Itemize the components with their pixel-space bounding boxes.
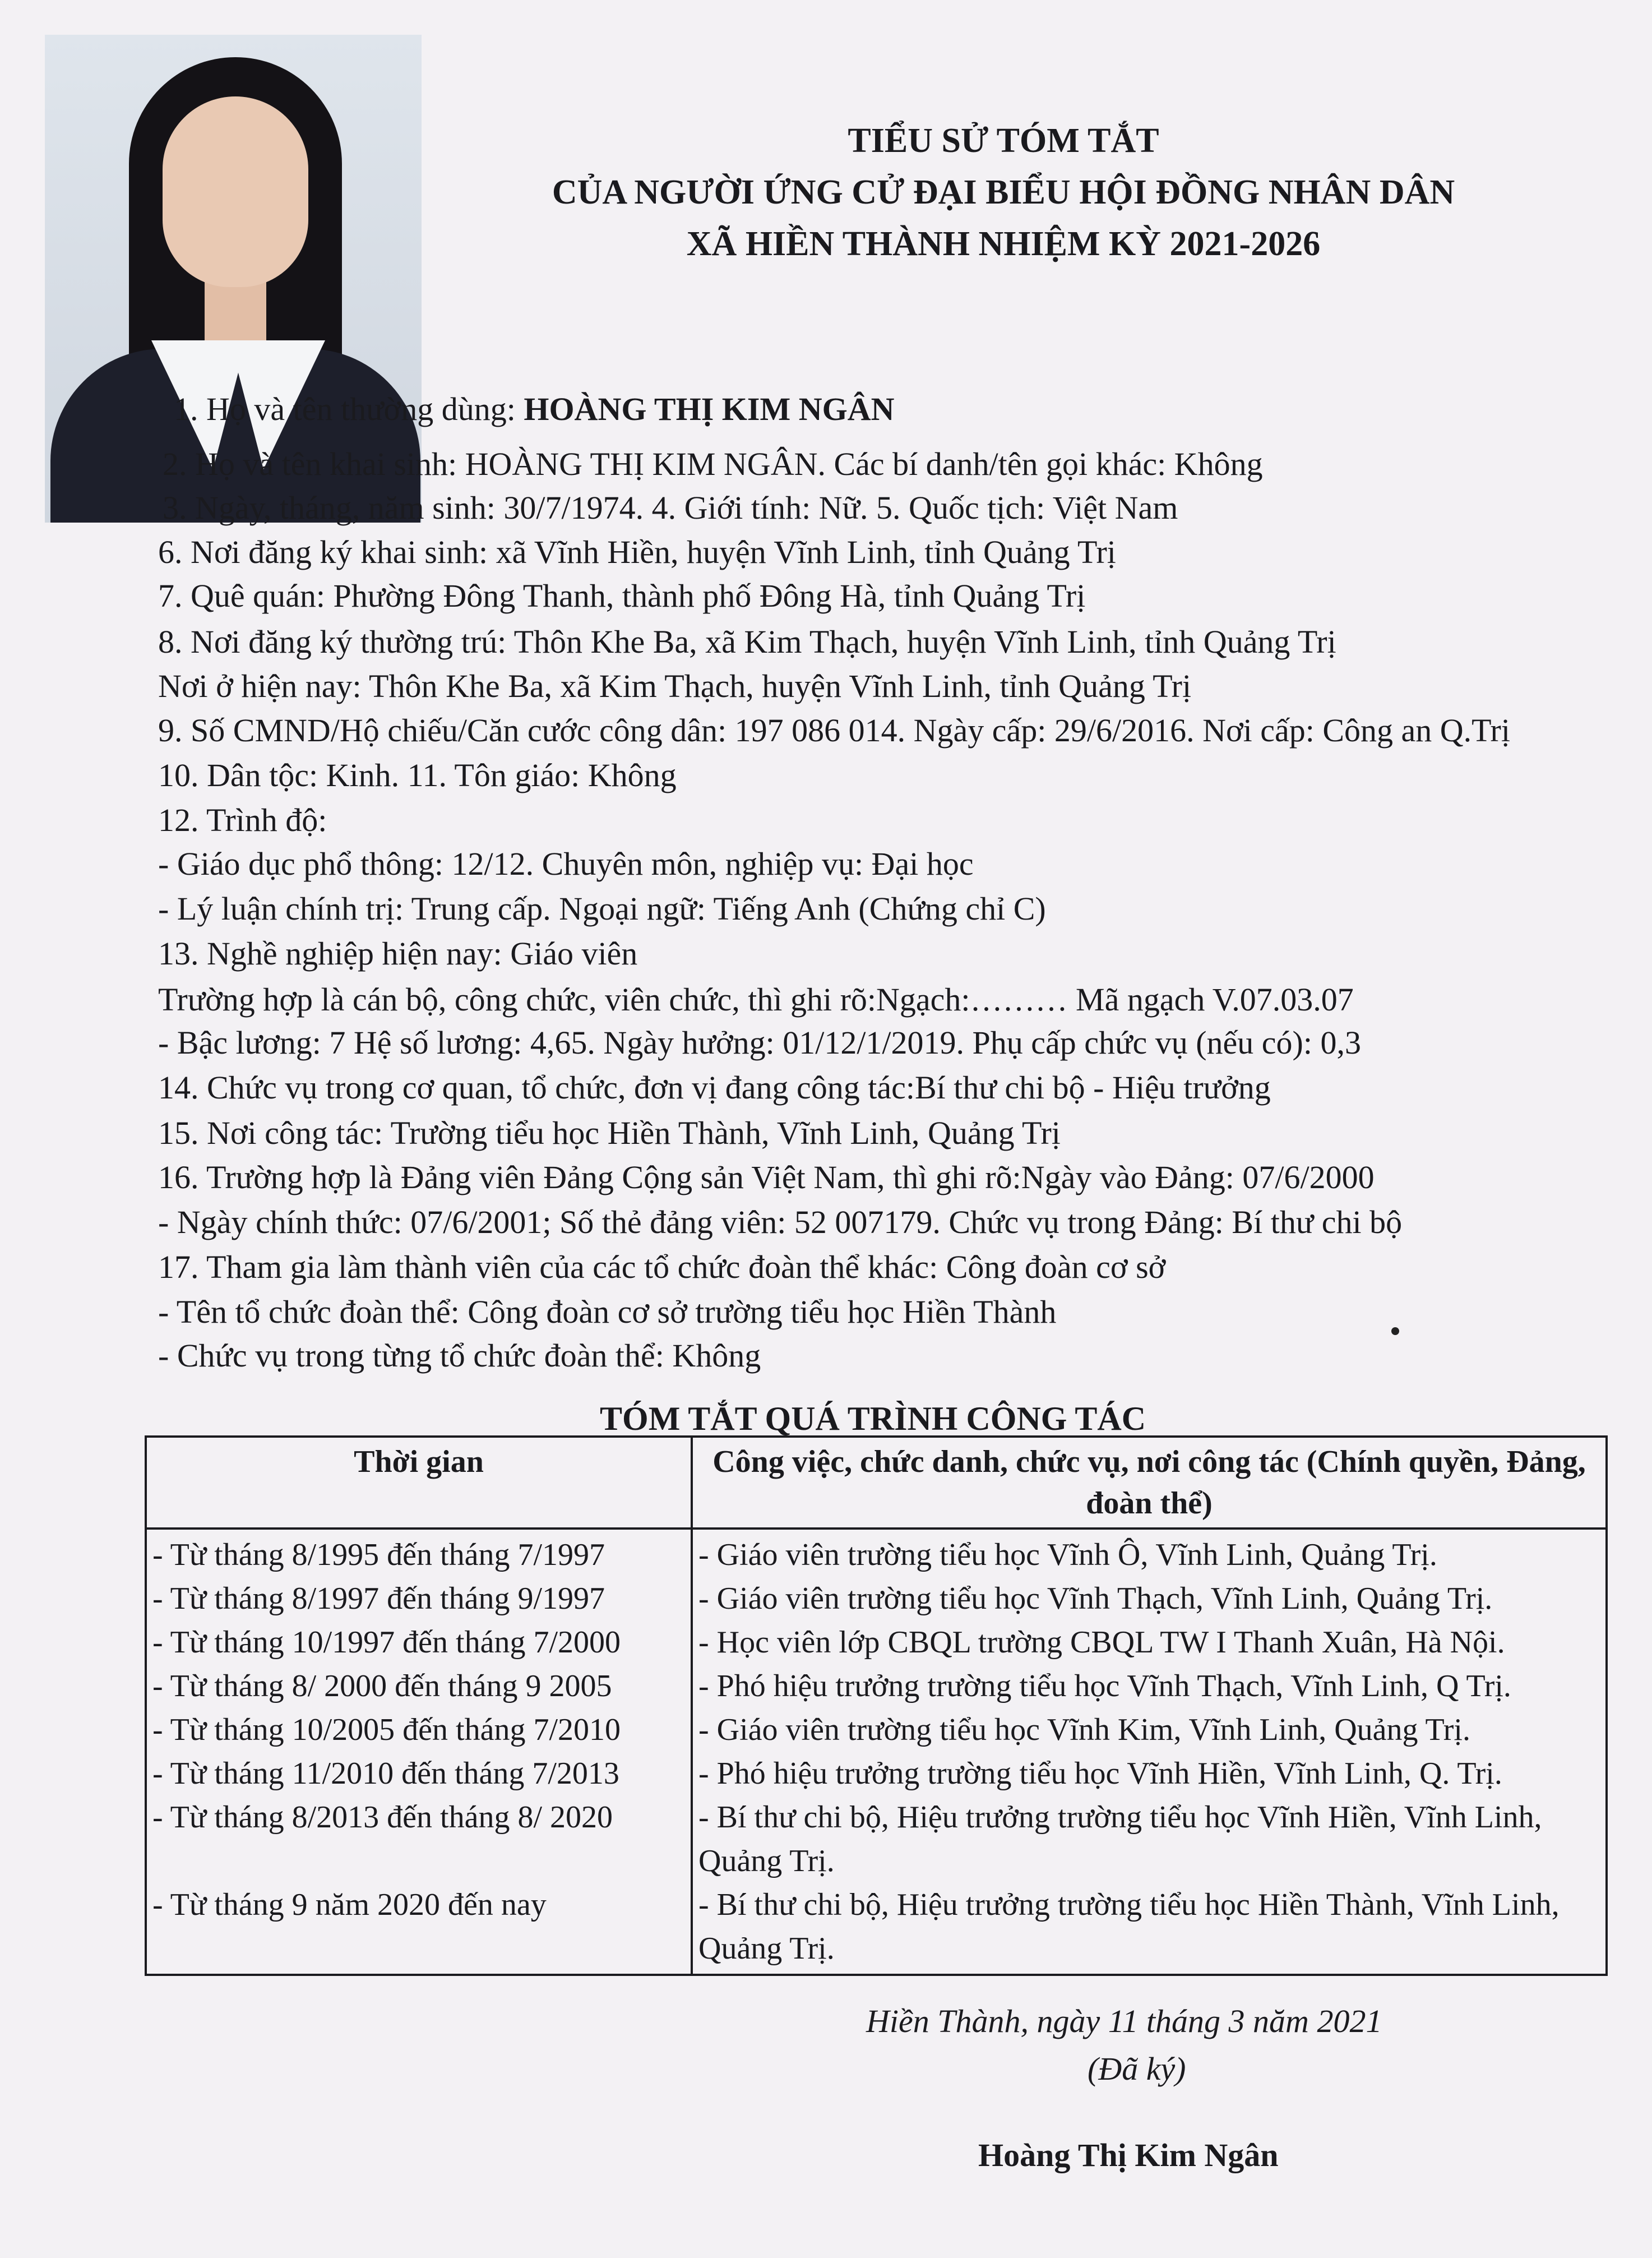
time-entry: - Từ tháng 8/1995 đến tháng 7/1997 [152, 1537, 605, 1572]
candidate-name: HOÀNG THỊ KIM NGÂN [524, 391, 895, 427]
ink-dot [1391, 1327, 1399, 1335]
item-16: 16. Trường hợp là Đảng viên Đảng Cộng sản Việt Nam, thì ghi rõ:Ngày vào Đảng: 07/6/2000 [158, 1159, 1375, 1195]
col-work-header: Công việc, chức danh, chức vụ, nơi công tác (Chính quyền, Đảng, đoàn thể) [692, 1437, 1607, 1529]
item-2: 2. Họ và tên khai sinh: HOÀNG THỊ KIM NGÂN. Các bí danh/tên gọi khác: Không [163, 446, 1263, 482]
time-entry: - Từ tháng 8/1997 đến tháng 9/1997 [152, 1581, 605, 1616]
work-entry: - Phó hiệu trưởng trường tiểu học Vĩnh Thạch, Vĩnh Linh, Q Trị. [698, 1669, 1511, 1703]
time-entry: - Từ tháng 8/2013 đến tháng 8/ 2020 [152, 1800, 613, 1835]
item-8-residence: Nơi ở hiện nay: Thôn Khe Ba, xã Kim Thạch, huyện Vĩnh Linh, tỉnh Quảng Trị [158, 668, 1192, 704]
item-10: 10. Dân tộc: Kinh. 11. Tôn giáo: Không [158, 757, 677, 793]
item-12: 12. Trình độ: [158, 802, 327, 838]
item-3: 3. Ngày, tháng, năm sinh: 30/7/1974. 4. Giới tính: Nữ. 5. Quốc tịch: Việt Nam [163, 490, 1178, 526]
item-1 [174, 388, 894, 431]
item-14: 14. Chức vụ trong cơ quan, tổ chức, đơn vị đang công tác:Bí thư chi bộ - Hiệu trưởng [158, 1069, 1271, 1106]
work-entry: - Giáo viên trường tiểu học Vĩnh Kim, Vĩnh Linh, Quảng Trị. [698, 1712, 1470, 1747]
work-cell [692, 1529, 1607, 1975]
document-title [426, 115, 1581, 270]
table-row [146, 1529, 1607, 1975]
item-12-politics: - Lý luận chính trị: Trung cấp. Ngoại ngữ: Tiếng Anh (Chứng chỉ C) [158, 890, 1046, 927]
item-7: 7. Quê quán: Phường Đông Thanh, thành phố Đông Hà, tỉnh Quảng Trị [158, 578, 1086, 614]
item-1-label: 1. Họ và tên thường dùng: [174, 391, 516, 427]
time-entry: - Từ tháng 11/2010 đến tháng 7/2013 [152, 1756, 619, 1791]
item-13-rank: Trường hợp là cán bộ, công chức, viên chức, thì ghi rõ:Ngạch:……… Mã ngạch V.07.03.07 [158, 981, 1354, 1018]
work-entry: - Bí thư chi bộ, Hiệu trưởng trường tiểu học Vĩnh Hiền, Vĩnh Linh, Quảng Trị. [698, 1800, 1542, 1878]
item-12-education: - Giáo dục phổ thông: 12/12. Chuyên môn, nghiệp vụ: Đại học [158, 846, 974, 882]
title-line-3: XÃ HIỀN THÀNH NHIỆM KỲ 2021-2026 [686, 225, 1321, 263]
item-17-position: - Chức vụ trong từng tổ chức đoàn thể: Không [158, 1337, 761, 1374]
place-date: Hiền Thành, ngày 11 tháng 3 năm 2021 [866, 2003, 1382, 2039]
table-header-row [146, 1437, 1607, 1529]
title-line-2: CỦA NGƯỜI ỨNG CỬ ĐẠI BIỂU HỘI ĐỒNG NHÂN DÂN [552, 173, 1455, 211]
title-line-1: TIỂU SỬ TÓM TẮT [848, 122, 1159, 160]
work-entry: - Học viên lớp CBQL trường CBQL TW I Thanh Xuân, Hà Nội. [698, 1625, 1505, 1660]
item-8: 8. Nơi đăng ký thường trú: Thôn Khe Ba, xã Kim Thạch, huyện Vĩnh Linh, tỉnh Quảng Trị [158, 624, 1336, 660]
item-13-salary: - Bậc lương: 7 Hệ số lương: 4,65. Ngày hưởng: 01/12/1/2019. Phụ cấp chức vụ (nếu có): 0,3 [158, 1024, 1361, 1061]
time-entry: - Từ tháng 10/1997 đến tháng 7/2000 [152, 1625, 621, 1660]
col-time-header: Thời gian [146, 1437, 692, 1529]
time-cell [146, 1529, 692, 1975]
work-entry: - Bí thư chi bộ, Hiệu trưởng trường tiểu học Hiền Thành, Vĩnh Linh, Quảng Trị. [698, 1887, 1560, 1966]
work-entry: - Phó hiệu trưởng trường tiểu học Vĩnh Hiền, Vĩnh Linh, Q. Trị. [698, 1756, 1502, 1791]
item-17: 17. Tham gia làm thành viên của các tổ chức đoàn thể khác: Công đoàn cơ sở [158, 1249, 1166, 1285]
time-entry: - Từ tháng 8/ 2000 đến tháng 9 2005 [152, 1669, 612, 1703]
time-entry: - Từ tháng 9 năm 2020 đến nay [152, 1887, 547, 1922]
item-9: 9. Số CMND/Hộ chiếu/Căn cước công dân: 197 086 014. Ngày cấp: 29/6/2016. Nơi cấp: Công an Q.Trị [158, 712, 1510, 749]
signer-name: Hoàng Thị Kim Ngân [978, 2137, 1279, 2173]
item-13: 13. Nghề nghiệp hiện nay: Giáo viên [158, 935, 638, 972]
work-entry: - Giáo viên trường tiểu học Vĩnh Thạch, Vĩnh Linh, Quảng Trị. [698, 1581, 1493, 1616]
item-17-org: - Tên tổ chức đoàn thể: Công đoàn cơ sở trường tiểu học Hiền Thành [158, 1294, 1057, 1330]
item-6: 6. Nơi đăng ký khai sinh: xã Vĩnh Hiền, huyện Vĩnh Linh, tỉnh Quảng Trị [158, 534, 1116, 570]
item-15: 15. Nơi công tác: Trường tiểu học Hiền Thành, Vĩnh Linh, Quảng Trị [158, 1115, 1061, 1151]
time-entry: - Từ tháng 10/2005 đến tháng 7/2010 [152, 1712, 621, 1747]
work-entry: - Giáo viên trường tiểu học Vĩnh Ô, Vĩnh Linh, Quảng Trị. [698, 1537, 1437, 1572]
history-section-title: TÓM TẮT QUÁ TRÌNH CÔNG TÁC [600, 1400, 1146, 1437]
item-16-party: - Ngày chính thức: 07/6/2001; Số thẻ đảng viên: 52 007179. Chức vụ trong Đảng: Bí thư chi bộ [158, 1204, 1403, 1240]
signed-note: (Đã ký) [1088, 2051, 1186, 2087]
work-history-table [145, 1435, 1608, 1976]
